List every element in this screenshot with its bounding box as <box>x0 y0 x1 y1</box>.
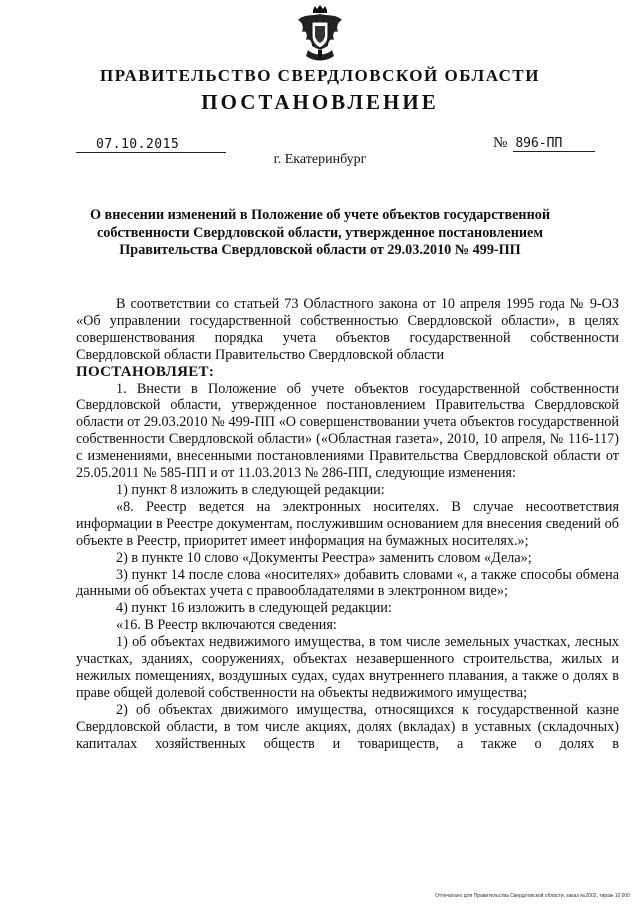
number-sign: № <box>493 135 508 151</box>
body-paragraph: 1. Внести в Положение об учете объектов государственной собственности Свердловской области, утвержденное постановлением Правительства Свердловской области от 29.03.2010 № 499-ПП «О совершенствовании учета объектов государственной собственности Свердловской области» («Областная газета», 2010, 10 апреля, № 116-117) с изменениями, внесенными постановлениями Правительства Свердловской области от 25.05.2011 № 585-ПП и от 11.03.2013 № 286-ПП, следующие изменения: <box>76 380 619 482</box>
body-paragraph: 1) пункт 8 изложить в следующей редакции: <box>116 481 385 498</box>
document-title: О внесении изменений в Положение об учете объектов государственной собственности Свердловской области, утвержденное постановлением Правительства Свердловской области от 29.03.2010 № 499-ПП <box>89 207 551 258</box>
coat-of-arms-icon <box>294 4 346 64</box>
body-paragraph: 1) об объектах недвижимого имущества, в том числе земельных участках, лесных участках, зданиях, сооружениях, объектах незавершенного строительства, жилых и нежилых помещениях, воздушных судах, судах внутреннего плавания, а также о долях в праве общей долевой собственности на объекты недвижимого имущества; <box>76 634 619 701</box>
document-number-field <box>493 135 603 152</box>
document-body <box>76 296 619 752</box>
document-city: г. Екатеринбург <box>273 152 367 167</box>
document-number: 896-ПП <box>513 136 595 152</box>
resolve-word <box>76 364 619 381</box>
body-paragraph: «8. Реестр ведется на электронных носителях. В случае несоответствия информации в Реестре документам, послужившим основанием для внесения сведений об объекте в Реестр, приоритет имеет информация на бумажных носителях.»; <box>76 498 619 549</box>
body-paragraph: 2) в пункте 10 слово «Документы Реестра» заменить словом «Дела»; <box>116 549 532 566</box>
body-paragraph: 3) пункт 14 после слова «носителях» добавить словами «, а также способы обмена данными об объектах учета с правообладателями в электронном виде»; <box>76 566 619 600</box>
document-date: 07.10.2015 <box>76 137 226 153</box>
body-paragraph: В соответствии со статьей 73 Областного закона от 10 апреля 1995 года № 9-ОЗ «Об управлении государственной собственностью Свердловской области», в целях совершенствования порядка учета объектов государственной собственности Свердловской области Правительство Свердловской области <box>76 296 619 363</box>
body-paragraph: 2) об объектах движимого имущества, относящихся к государственной казне Свердловской области, в том числе акциях, долях (вкладах) в уставных (складочных) капиталах хозяйственных обществ и товариществ, а также о долях в <box>76 701 619 752</box>
document-type: ПОСТАНОВЛЕНИЕ <box>201 90 439 114</box>
government-name: ПРАВИТЕЛЬСТВО СВЕРДЛОВСКОЙ ОБЛАСТИ <box>100 66 540 85</box>
body-paragraph: 4) пункт 16 изложить в следующей редакции: <box>116 600 392 617</box>
print-note: Отпечатано для Правительства Свердловской области, заказ №2002, тираж 10 000 <box>434 893 630 899</box>
resolve-label: ПОСТАНОВЛЯЕТ: <box>76 363 215 380</box>
body-paragraph: «16. В Реестр включаются сведения: <box>116 617 337 634</box>
